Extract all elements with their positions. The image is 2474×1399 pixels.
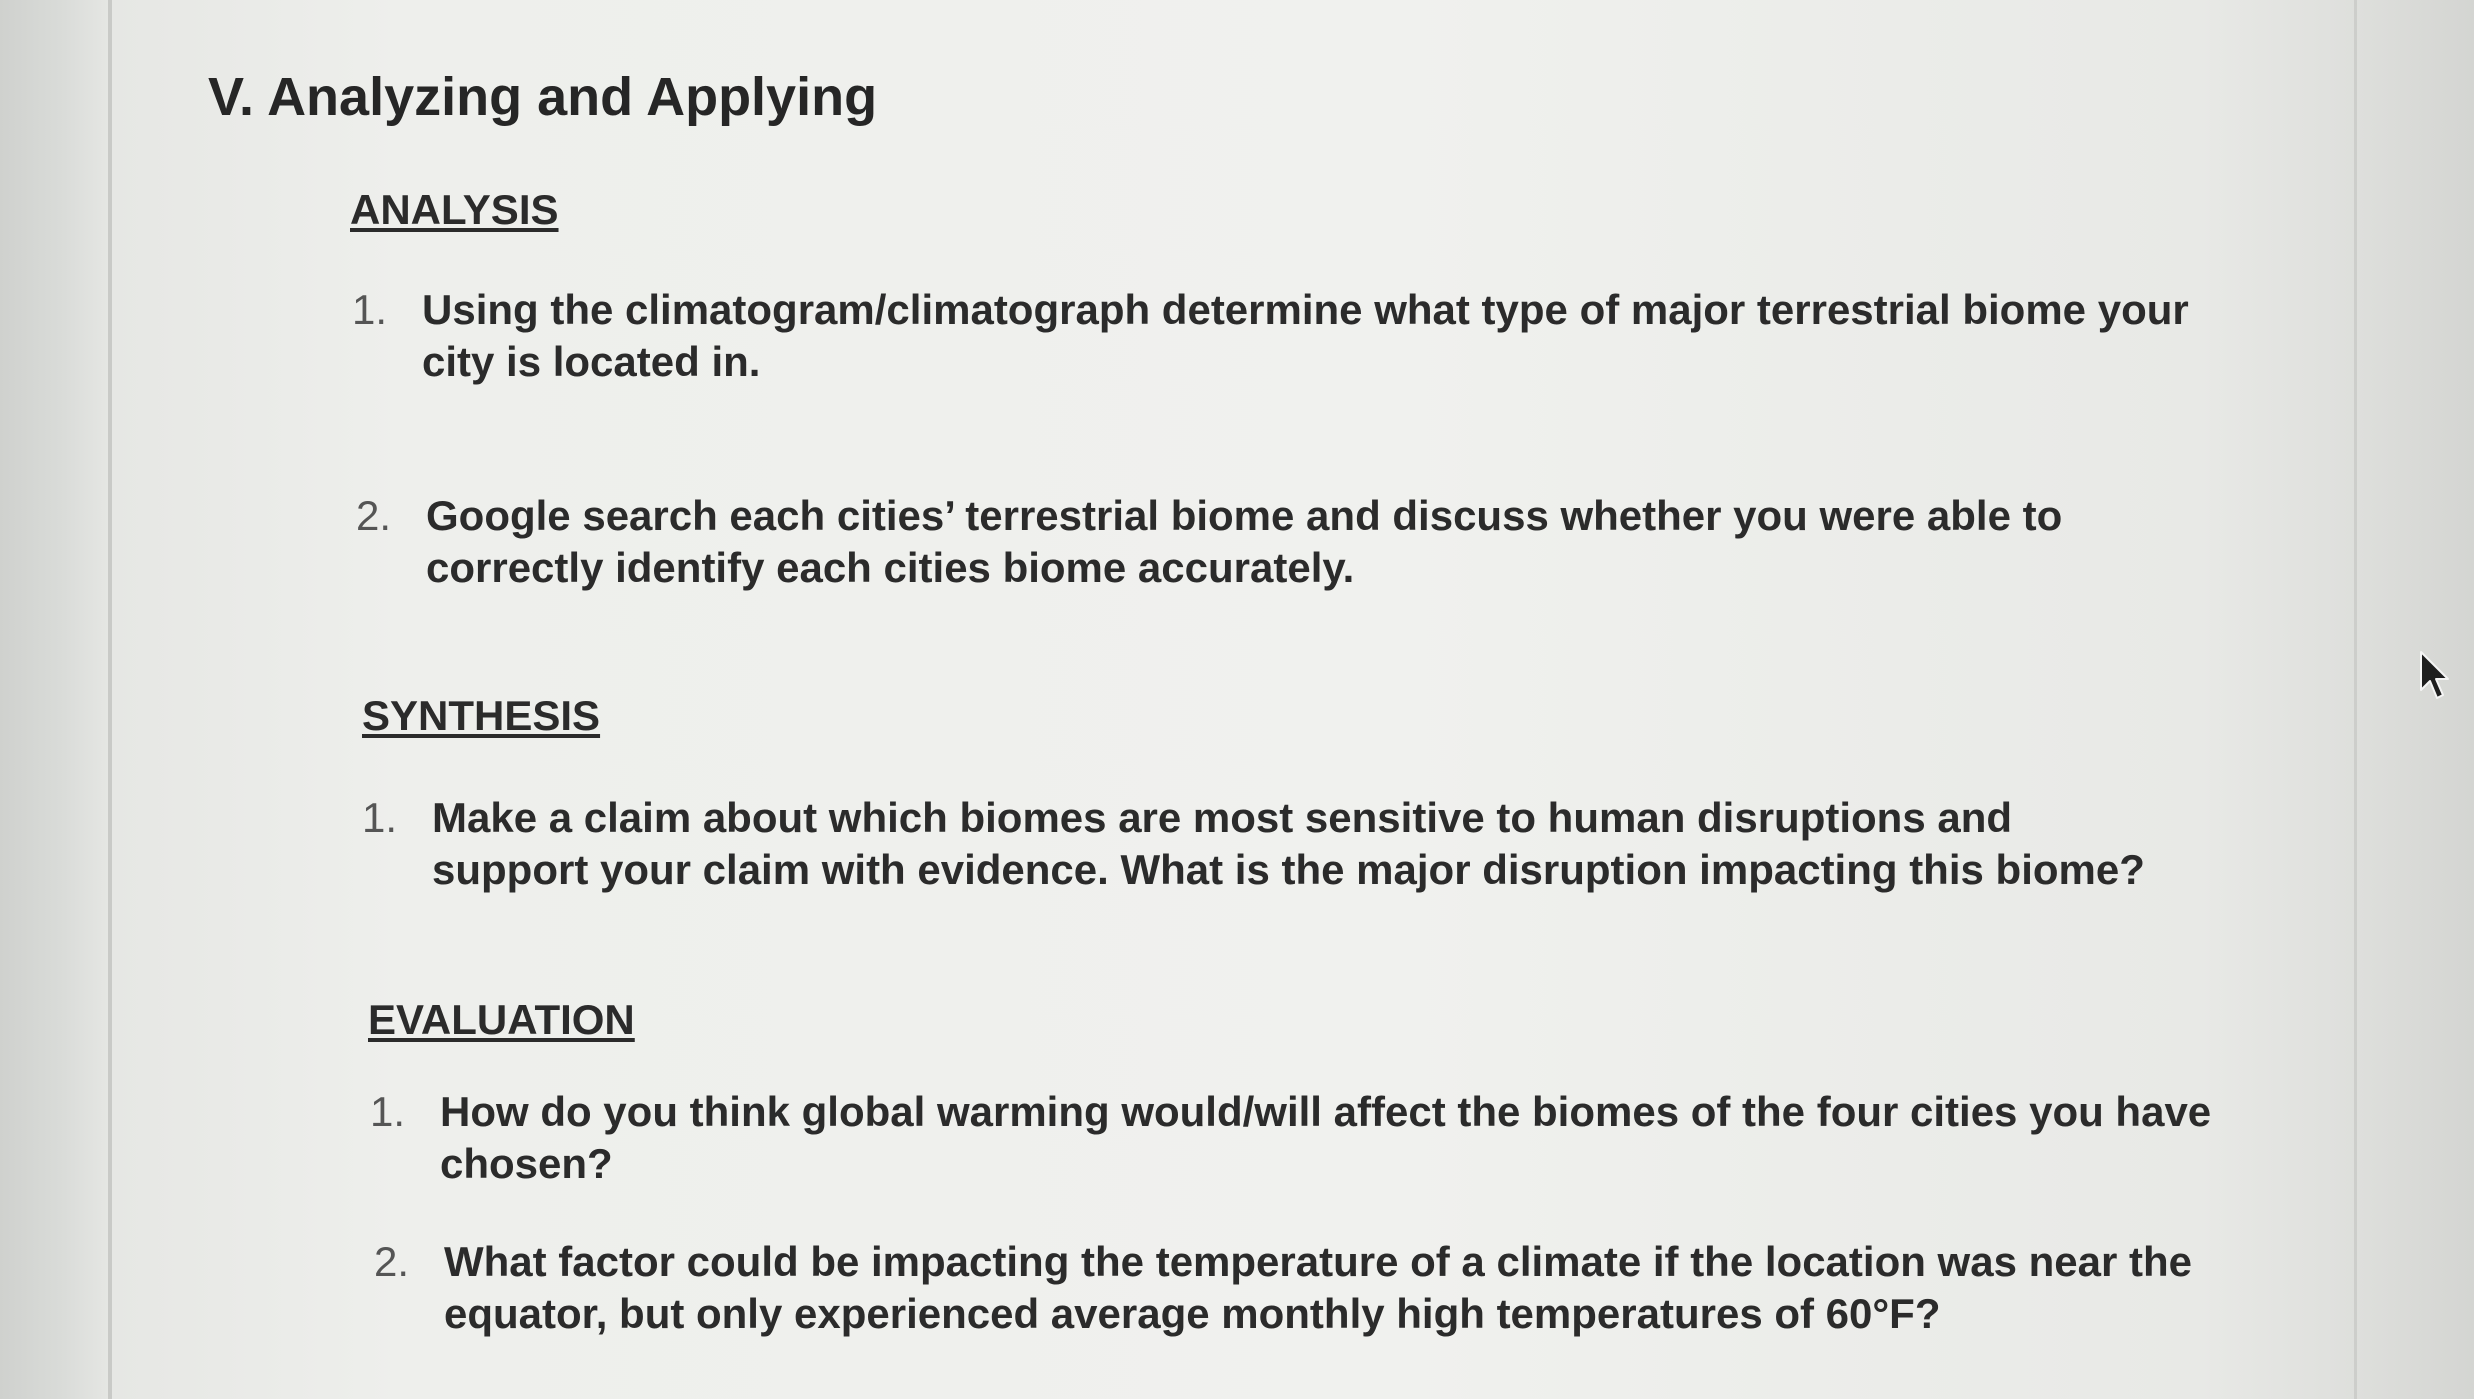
list-number: 1.: [352, 286, 388, 333]
evaluation-heading: EVALUATION: [368, 996, 635, 1043]
question-text: Google search each cities’ terrestrial biome and discuss whether you were able to correctly identify each cities biome accurately.: [426, 492, 2063, 591]
section-title: V. Analyzing and Applying: [208, 67, 878, 127]
evaluation-question-1: [370, 1086, 2220, 1190]
analysis-question-2: [356, 490, 2206, 594]
analysis-heading: ANALYSIS: [350, 186, 559, 233]
list-number: 2.: [356, 492, 392, 539]
question-text: How do you think global warming would/will affect the biomes of the four cities you have chosen?: [440, 1088, 2212, 1187]
arrow-pointer-icon: [2418, 650, 2452, 704]
list-number: 1.: [370, 1088, 406, 1135]
synthesis-heading: SYNTHESIS: [362, 692, 601, 739]
list-number: 1.: [362, 794, 398, 841]
list-number: 2.: [374, 1238, 410, 1285]
analysis-question-1: [352, 284, 2212, 388]
evaluation-question-2: [374, 1236, 2230, 1340]
question-text: Using the climatogram/climatograph determine what type of major terrestrial biome your city is located in.: [422, 286, 2189, 385]
question-text: Make a claim about which biomes are most sensitive to human disruptions and support your claim with evidence. What is the major disruption impacting this biome?: [432, 794, 2145, 893]
question-text: What factor could be impacting the temperature of a climate if the location was near the equator, but only experienced average monthly high temperatures of 60°F?: [444, 1238, 2192, 1337]
synthesis-question-1: [362, 792, 2162, 896]
